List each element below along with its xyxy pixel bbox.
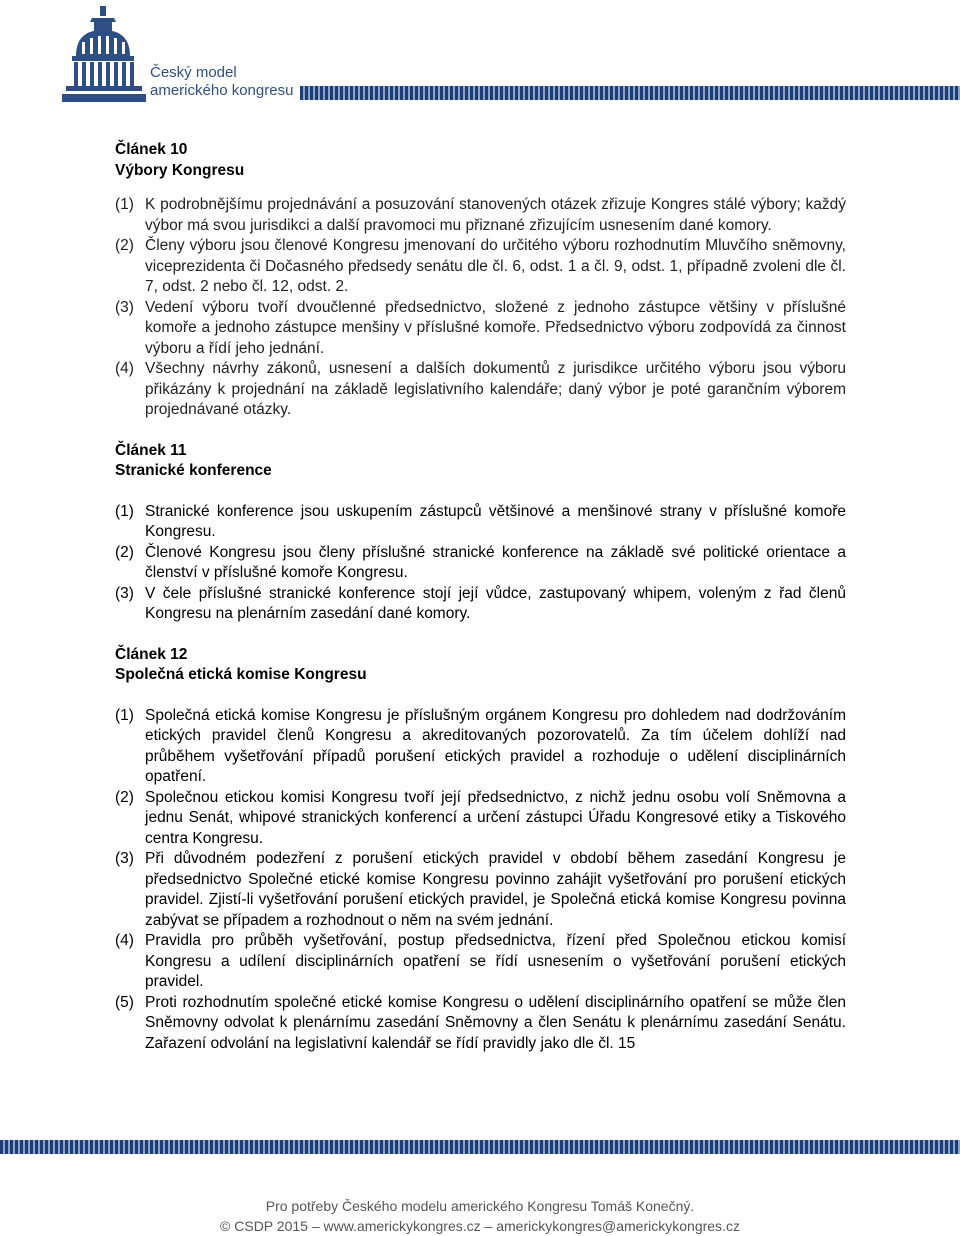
article-number: Článek 11: [115, 441, 187, 459]
article-title: Výbory Kongresu: [115, 161, 245, 179]
brand-name: [150, 64, 293, 100]
article-11: [115, 441, 846, 625]
paragraph-text: Pravidla pro průběh vyšetřování, postup předsednictva, řízení před Společnou etickou komisí Kongresu a udílení disciplinárních opatření se řídí usnesením o vyšetřování porušení etických pravidel.: [145, 932, 846, 990]
footer-contact: © CSDP 2015 – www.americkykongres.cz – americkykongres@americkykongres.cz: [220, 1218, 740, 1234]
article-title: Stranické konference: [115, 462, 272, 479]
footer-credit: Pro potřeby Českého modelu amerického Kongresu Tomáš Konečný.: [265, 1198, 695, 1214]
paragraph-text: V čele příslušné stranické konference stojí její vůdce, zastupovaný whipem, voleným z řad členů Kongresu na plenárním zasedání dané komory.: [145, 584, 846, 622]
paragraph-number: (4): [115, 360, 134, 377]
paragraph-text: Společnou etickou komisi Kongresu tvoří její předsednictvo, z nichž jednu osobu volí Sněmovna a jednu Senát, whipové stranických konferencí a určení zástupci Úřadu Kongresové etiky a Tiskového centra Kongresu.: [145, 788, 846, 847]
article-title: Společná etická komise Kongresu: [115, 666, 367, 683]
paragraph-text: Členové Kongresu jsou členy příslušné stranické konference na základě své politické orientace a členství v příslušné komoře Kongresu.: [145, 543, 846, 581]
paragraph-number: (3): [115, 584, 134, 602]
paragraph: [115, 298, 846, 360]
paragraph-number: (1): [115, 196, 134, 213]
document-body: [115, 140, 846, 1074]
paragraph-text: K podrobnějšímu projednávání a posuzování stanovených otázek zřizuje Kongres stálé výbory; každý výbor má svou jurisdikci a další pravomoci mu přiznané zřizujícím usnesením dané komory.: [145, 196, 846, 234]
paragraph-text: Vedení výboru tvoří dvoučlenné předsednictvo, složené z jednoho zástupce většiny v příslušné komoře a jednoho zástupce menšiny v příslušné komoře. Předsednictvo výboru zodpovídá za činnost výboru a řídí jeho jednání.: [145, 298, 846, 357]
brand-line-2: amerického kongresu: [150, 82, 294, 99]
page-footer: [0, 1196, 960, 1236]
paragraph: [115, 788, 846, 850]
paragraph: [115, 584, 846, 625]
footer-stripe: [0, 1140, 960, 1154]
paragraph: [115, 706, 846, 788]
paragraph-number: (2): [115, 543, 134, 561]
paragraph-text: Při důvodném podezření z porušení etických pravidel v období během zasedání Kongresu je předsednictvo Společné etické komise Kongresu povinno zahájit vyšetřování pro porušení etických pravidel. Zjistí-li vyšetřování porušení etických pravidel, je Společná etická komise Kongresu povinna zabývat se případem a rozhodnout o něm na svém jednání.: [145, 850, 846, 929]
paragraph-text: Stranické konference jsou uskupením zástupců většinové a menšinové strany v příslušné komoře Kongresu.: [145, 502, 846, 540]
paragraph: [115, 236, 846, 298]
paragraph-number: (1): [115, 502, 134, 520]
paragraph: [115, 359, 846, 421]
article-12: [115, 645, 846, 1055]
paragraph: [115, 931, 846, 993]
paragraph-text: Společná etická komise Kongresu je příslušným orgánem Kongresu pro dohledem nad dodržováním etických pravidel členů Kongresu a akreditovaných pozorovatelů. Za tím účelem dohlíží nad průběhem vyšetřování případů porušení etických pravidel a rozhoduje o udělení disciplinárních opatření.: [145, 706, 846, 785]
brand-line-1: Český model: [150, 64, 237, 81]
paragraph-text: Členy výboru jsou členové Kongresu jmenovaní do určitého výboru rozhodnutím Mluvčího sněmovny, viceprezidenta či Dočasného předsedy senátu dle čl. 6, odst. 1 a čl. 9, odst. 1, případně zvoleni dle čl. 7, odst. 2 nebo čl. 12, odst. 2.: [145, 237, 846, 295]
paragraph-number: (1): [115, 706, 134, 724]
paragraph-number: (3): [115, 298, 134, 316]
article-heading: [115, 441, 846, 482]
paragraph: [115, 993, 846, 1055]
header-stripe: [300, 86, 960, 100]
paragraph: [115, 849, 846, 931]
paragraph: [115, 195, 846, 236]
paragraph-text: Všechny návrhy zákonů, usnesení a dalších dokumentů z jurisdikce určitého výboru jsou výboru přikázány k projednání na základě legislativního kalendáře; daný výbor je poté garančním výborem projednávané otázky.: [145, 360, 846, 418]
article-number: Článek 10: [115, 141, 188, 158]
paragraph-number: (3): [115, 850, 134, 867]
article-number: Článek 12: [115, 645, 188, 663]
article-10: [115, 140, 846, 421]
paragraph-text: Proti rozhodnutím společné etické komise Kongresu o udělení disciplinárního opatření se může člen Sněmovny odvolat k plenárnímu zasedání Sněmovny a člen Senátu k plenárnímu zasedání Senátu. Zařazení odvolání na legislativní kalendář se řídí pravidly jako dle čl. 15: [145, 993, 846, 1052]
paragraph: [115, 502, 846, 543]
capitol-dome-icon: [62, 4, 146, 104]
paragraph: [115, 543, 846, 584]
article-heading: [115, 140, 846, 181]
page-header: [0, 0, 960, 110]
paragraph-number: (4): [115, 932, 134, 949]
paragraph-number: (2): [115, 237, 134, 254]
paragraph-number: (2): [115, 788, 134, 806]
article-heading: [115, 645, 846, 686]
paragraph-number: (5): [115, 993, 134, 1011]
